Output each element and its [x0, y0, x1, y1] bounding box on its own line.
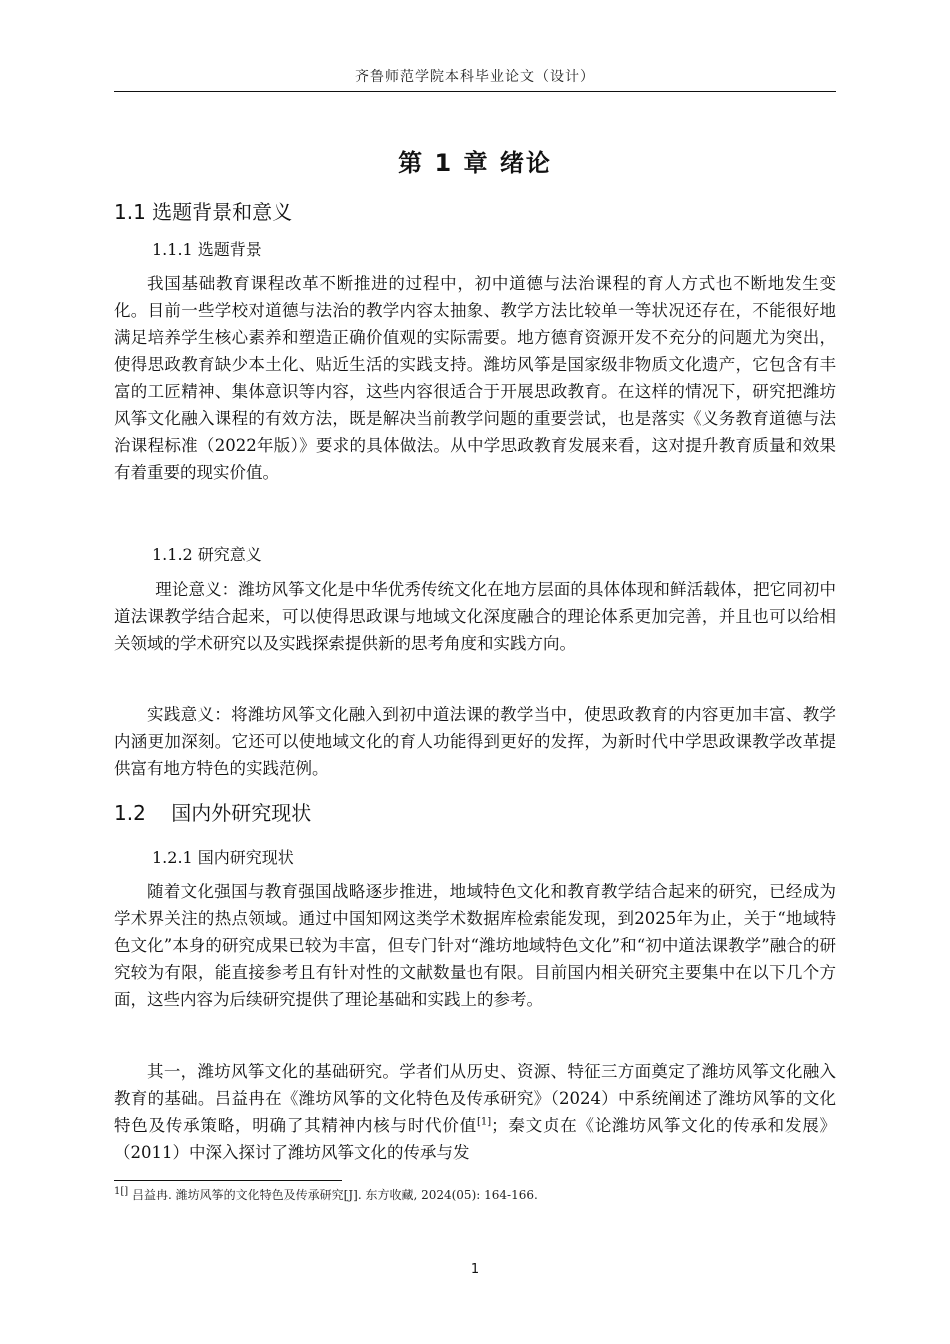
page-number: 1	[470, 1262, 480, 1277]
practical-significance-paragraph: 实践意义：将潍坊风筝文化融入到初中道法课的教学当中，使思政教育的内容更加丰富、教学内涵更加深刻。它还可以使地域文化的育人功能得到更好的发挥，为新时代中学思政课教学改革提供富有地方特色的实践范例。	[114, 705, 836, 778]
footnote-marker: 1	[114, 1186, 121, 1197]
footnote-text: 吕益冉. 潍坊风筝的文化特色及传承研究[J]. 东方收藏, 2024(05): 164-166.	[132, 1188, 538, 1202]
citation-marker[interactable]: [1]	[476, 1116, 492, 1128]
section-1-1-heading: 1.1 选题背景和意义	[114, 200, 293, 224]
footnote-rule	[114, 1180, 342, 1181]
section-1-1-1-heading: 1.1.1 选题背景	[152, 240, 262, 259]
theoretical-significance-paragraph: 理论意义：潍坊风筝文化是中华优秀传统文化在地方层面的具体体现和鲜活载体，把它同初中道法课教学结合起来，可以使得思政课与地域文化深度融合的理论体系更加完善，并且也可以给相关领域的学术研究以及实践探索提供新的思考角度和实践方向。	[114, 580, 836, 653]
footnote-bracket: []	[120, 1186, 129, 1197]
section-1-2-heading: 1.2 国内外研究现状	[114, 801, 312, 825]
footnote	[114, 1186, 836, 1204]
kite-culture-research-paragraph	[114, 1058, 836, 1166]
section-1-2-1-heading: 1.2.1 国内研究现状	[152, 848, 294, 867]
section-1-1-2-heading: 1.1.2 研究意义	[152, 545, 262, 564]
header-rule	[114, 91, 836, 92]
chapter-title: 第 1 章 绪论	[398, 149, 552, 177]
domestic-research-paragraph: 随着文化强国与教育强国战略逐步推进，地域特色文化和教育教学结合起来的研究，已经成为学术界关注的热点领域。通过中国知网这类学术数据库检索能发现，到2025年为止，关于“地域特色文化”本身的研究成果已较为丰富，但专门针对“潍坊地域特色文化”和“初中道法课教学”融合的研究较为有限，能直接参考且有针对性的文献数量也有限。目前国内相关研究主要集中在以下几个方面，这些内容为后续研究提供了理论基础和实践上的参考。	[114, 882, 836, 1009]
running-header: 齐鲁师范学院本科毕业论文（设计）	[355, 69, 595, 85]
background-paragraph: 我国基础教育课程改革不断推进的过程中，初中道德与法治课程的育人方式也不断地发生变化。目前一些学校对道德与法治的教学内容太抽象、教学方法比较单一等状况还存在，不能很好地满足培养学生核心素养和塑造正确价值观的实际需要。地方德育资源开发不充分的问题尤为突出，使得思政教育缺少本土化、贴近生活的实践支持。潍坊风筝是国家级非物质文化遗产，它包含有丰富的工匠精神、集体意识等内容，这些内容很适合于开展思政教育。在这样的情况下，研究把潍坊风筝文化融入课程的有效方法，既是解决当前教学问题的重要尝试，也是落实《义务教育道德与法治课程标准（2022年版）》要求的具体做法。从中学思政教育发展来看，这对提升教育质量和效果有着重要的现实价值。	[114, 274, 836, 482]
paragraph-text-part-1: 其一，潍坊风筝文化的基础研究。学者们从历史、资源、特征三方面奠定了潍坊风筝文化融入教育的基础。吕益冉在《潍坊风筝的文化特色及传承研究》（2024）中系统阐述了潍坊风筝的文化特色及传承策略，明确了其精神内核与时代价值	[114, 1062, 836, 1135]
paragraph-text-part-2: ；秦文贞在《论潍坊风筝文化的传承和发展》（2011）中深入探讨了潍坊风筝文化的传承与发	[114, 1116, 837, 1162]
